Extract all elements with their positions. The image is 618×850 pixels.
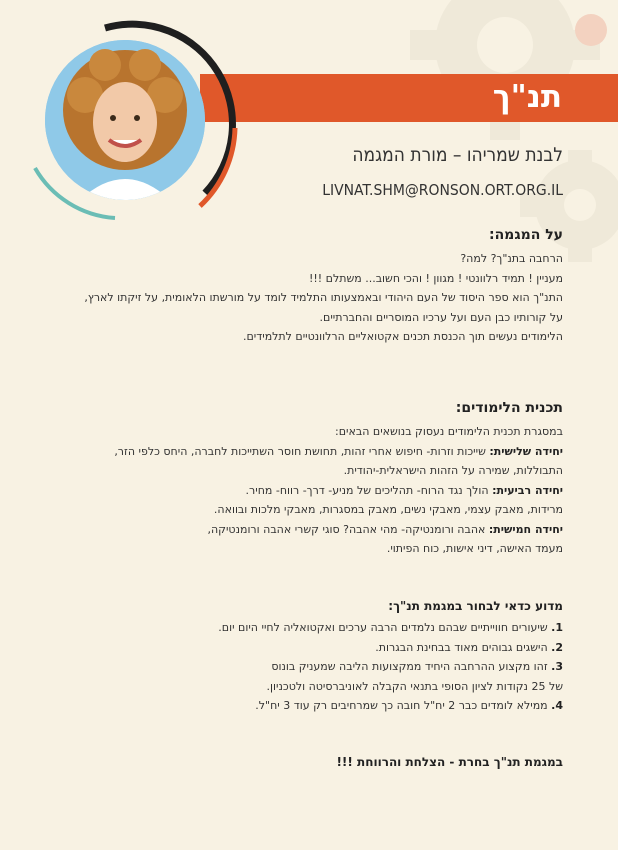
unit4-cont: מרידות, מאבק עצמי, מאבקי נשים, מאבק במסגרות, מאבקי מלכות ובוואה. [213,503,563,516]
curriculum-intro: במסגרת תכנית הלימודים נעסוק בנושאים הבאים: [335,425,563,438]
unit5-cont: מעמד האישה, דיני אישות, כוח הפיתוי. [386,542,563,555]
why-heading: מדוע כדאי לבחור במגמת תנ"ך: [388,599,563,613]
decorative-dot [575,14,607,46]
title-banner [200,74,618,122]
teacher-avatar [45,40,205,200]
why-item-2-text: הישגים גבוהים מאוד בבחינת הבגרות. [375,640,548,654]
teacher-name: לבנת שמריהו – מורת המגמה [352,144,563,166]
unit3-cont: התבוללות, שמירה על הזהות הישראלית-יהודית. [343,464,563,477]
about-line: התנ"ך הוא ספר היסוד של העם היהודי ובאמצעותו התלמיד לומד על מורשתו הלאומית, על זיקתו לארץ, [84,291,563,304]
why-item-1 [53,618,563,638]
about-line: על קורותיו כבן העם ועל ערכיו המוסריים והחברתיים. [319,310,563,324]
why-item-4-text: ממילא לומדים כבר 2 יח"ל חובה כך שמרחיבים רק עוד 3 יח"ל. [255,699,548,712]
unit5-line [53,520,563,540]
teacher-email: LIVNAT.SHM@RONSON.ORT.ORG.IL [322,181,563,199]
why-section [53,599,563,716]
why-item-4-num: 4. [551,699,563,712]
why-item-1-num: 1. [551,621,563,634]
unit4-label: יחידה רביעית: [492,483,563,497]
about-line: הרחבה בתנ"ך? למה? [460,252,563,265]
why-item-4 [53,696,563,716]
unit5-text: אהבה ורומנטיקה- מהי אהבה? סוגי קשרי אהבה ורומנטיקה, [207,522,486,536]
about-line: מעניין ! תמיד רלוונטי ! מגוון ! והכי חשוב... משתלם !!! [308,271,563,285]
why-item-2-num: 2. [551,640,563,654]
why-item-3-text: זהו מקצוע ההרחבה היחיד ממקצועות הליבה שמעניק בונוס [271,660,548,673]
subject-title: תנ"ך [492,79,562,115]
why-item-1-text: שיעורים חווייתיים שבהם נלמדים הרבה ערכים ואקטואליה לחיי היום יום. [218,621,548,634]
teacher-photo-frame [30,18,245,233]
about-heading: על המגמה: [488,227,563,243]
why-item-2 [53,638,563,658]
curriculum-heading: תכנית הלימודים: [455,400,563,416]
about-line: הלימודים נעשים תוך הכנסת תכנים אקטואליים הרלוונטיים לתלמידים. [242,330,563,343]
unit3-label: יחידה שלישית: [489,444,563,458]
unit3-text: שייכות וזרות- חיפוש אחרי זהות, תחושת חוסר השתייכות לחברה, היחס כלפי הזר, [114,444,486,458]
unit5-label: יחידה חמישית: [488,522,563,536]
about-section [53,227,563,347]
footer-slogan: במגמת תנ"ך בחרת - הצלחת והרווחת !!! [336,755,563,769]
why-item-3-num: 3. [551,660,563,673]
why-item-3 [53,657,563,677]
unit3-line [53,442,563,462]
curriculum-section [53,400,563,559]
unit4-line [53,481,563,501]
why-item-3-cont: של 25 נקודות לציון הסופי בתנאי הקבלה לאוניברסיטה ולטכניון. [266,679,563,693]
unit4-text: הולך נגד הרוח- תהליכים של מניע- דרך- רווח- מחיר. [245,483,489,497]
